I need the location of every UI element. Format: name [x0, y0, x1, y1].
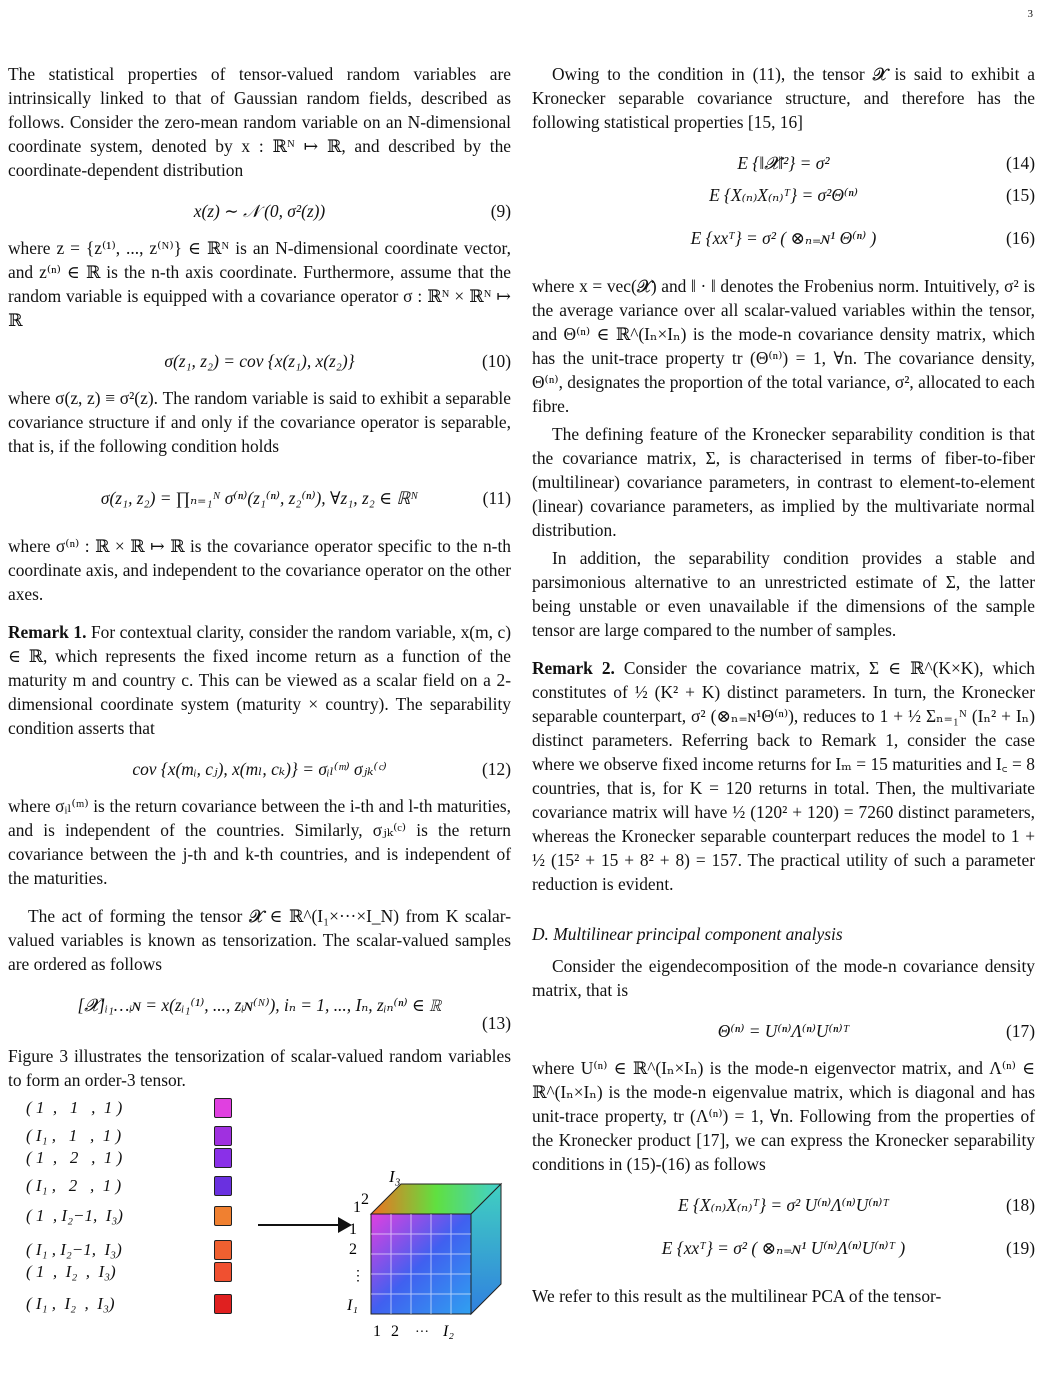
cube-label-colN: I₂ [443, 1323, 454, 1340]
cube-label-depth: 1 [353, 1199, 361, 1216]
tuple-row [26, 1146, 122, 1170]
tuple-row [26, 1174, 121, 1198]
cube-label-row1: 1 [349, 1221, 357, 1238]
tuple-row [26, 1292, 115, 1316]
equation-16 [532, 212, 1035, 264]
tuple-text: ( I₁ , I₂−1, I₃) [26, 1240, 122, 1259]
section-heading: D. Multilinear principal component analysis [532, 924, 843, 944]
arrow-icon [258, 1224, 348, 1226]
tuple-row [26, 1238, 122, 1262]
paragraph: The act of forming the tensor 𝓧 ∈ ℝ^(I₁×···×I_N) from K scalar-valued variables is known as tensorization. The scalar-valued samples are ordered as follows [8, 906, 511, 974]
paragraph: The statistical properties of tensor-valued random variables are intrinsically linked to that of Gaussian random fields, described as follows. Consider the zero-mean random variable on an N-dimensional coordinate system, denoted by x : ℝᴺ ↦ ℝ, and described by the coordinate-dependent distribution [8, 64, 511, 180]
equation-14 [532, 148, 1035, 178]
tuple-text: ( I₁ , 1 , 1 ) [26, 1126, 122, 1145]
cube-graphic [343, 1096, 543, 1346]
tuple-row [26, 1204, 123, 1228]
left-column [8, 62, 511, 1346]
page-number: 3 [1027, 8, 1033, 20]
element-cube-icon [214, 1240, 232, 1260]
tensorization-figure [8, 1096, 511, 1346]
paragraph: We refer to this result as the multilinear PCA of the tensor- [532, 1286, 942, 1306]
element-cube-icon [214, 1294, 232, 1314]
paragraph: Consider the eigendecomposition of the mode-n covariance density matrix, that is [532, 956, 1035, 1000]
equation-body: E {X₍ₙ₎X₍ₙ₎ᵀ} = σ² U⁽ⁿ⁾Λ⁽ⁿ⁾U⁽ⁿ⁾ᵀ [678, 1195, 889, 1215]
paragraph: where x = vec(𝓧) and ‖ · ‖ denotes the Frobenius norm. Intuitively, σ² is the average variance over all scalar-valued variables within the tensor, and Θ⁽ⁿ⁾ ∈ ℝ^(Iₙ×Iₙ) is the mode-n covariance density matrix, which has the unit-trace property tr (Θ⁽ⁿ⁾) = 1, ∀n. The covariance density, Θ⁽ⁿ⁾, designates the proportion of the total variance, σ², allocated to each fibre. [532, 276, 1035, 416]
tensor-cube [343, 1096, 543, 1346]
paragraph: where σᵢₗ⁽ᵐ⁾ is the return covariance between the i-th and l-th maturities, and is independent of the countries. Similarly, σⱼₖ⁽ᶜ⁾ is the return covariance between the j-th and k-th countries, and is independent of the maturities. [8, 796, 511, 888]
equation-body: [𝓧]ᵢ₁…ᵢɴ = x(zᵢ₁⁽¹⁾, ..., zᵢɴ⁽ᴺ⁾), iₙ = 1, ..., Iₙ, zᵢₙ⁽ⁿ⁾ ∈ ℝ [77, 995, 442, 1015]
equation-body: σ(z₁, z₂) = cov {x(z₁), x(z₂)} [164, 351, 355, 371]
paragraph: where U⁽ⁿ⁾ ∈ ℝ^(Iₙ×Iₙ) is the mode-n eigenvector matrix, and Λ⁽ⁿ⁾ ∈ ℝ^(Iₙ×Iₙ) is the mode-n eigenvalue matrix, which is diagonal and has unit-trace property, tr (Λ⁽ⁿ⁾) = 1, ∀n. Following from the properties of the Kronecker product [17], we can express the Kronecker separability conditions in (15)-(16) as follows [532, 1058, 1035, 1174]
paragraph: In addition, the separability condition provides a stable and parsimonious alternative to an unrestricted estimate of Σ, the latter being unstable or even unavailable if the dimensions of the sample tensor are large compared to the number of samples. [532, 548, 1035, 640]
equation-number: (12) [482, 759, 511, 779]
cube-label-depth2: 2 [361, 1191, 369, 1208]
element-cube-icon [214, 1206, 232, 1226]
equation-number: (16) [1006, 228, 1035, 248]
paragraph: The defining feature of the Kronecker separability condition is that the covariance matrix, Σ, is characterised in terms of fiber-to-fiber (multilinear) covariance parameters, in contrast to element-to-element (linear) covariance parameters, as implied by the multivariate normal distribution. [532, 424, 1035, 540]
remark-2 [532, 656, 1035, 896]
equation-body: E {X₍ₙ₎X₍ₙ₎ᵀ} = σ²Θ⁽ⁿ⁾ [709, 185, 858, 205]
element-cube-icon [214, 1176, 232, 1196]
remark-label: Remark 2. [532, 658, 615, 678]
tuple-text: ( I₁ , 2 , 1 ) [26, 1176, 122, 1195]
remark-text: For contextual clarity, consider the random variable, x(m, c) ∈ ℝ, which represents the fixed income return as a function of the maturity m and country c. This can be viewed as a scalar field on a 2-dimensional coordinate system (maturity × country). The separability condition asserts that [8, 622, 511, 738]
cube-label-col1: 1 [373, 1323, 381, 1340]
equation-body: σ(z₁, z₂) = ∏ₙ₌₁ᴺ σ⁽ⁿ⁾(z₁⁽ⁿ⁾, z₂⁽ⁿ⁾), ∀z₁, z₂ ∈ ℝᴺ [100, 488, 419, 508]
paragraph: where σ(z, z) ≡ σ²(z). The random variable is said to exhibit a separable covariance structure if and only if the covariance operator is separable, that is, if the following condition holds [8, 388, 511, 456]
equation-10 [8, 346, 511, 376]
equation-number: (17) [1006, 1021, 1035, 1041]
cube-label-rowN: I₁ [347, 1297, 358, 1314]
cube-label-col2: 2 [391, 1323, 399, 1340]
tuple-text: ( I₁ , I₂ , I₃) [26, 1294, 115, 1313]
cube-label-top: I₃ [389, 1167, 401, 1186]
remark-text: Consider the covariance matrix, Σ ∈ ℝ^(K×K), which constitutes of ½ (K² + K) distinct parameters. In turn, the Kronecker separable counterpart, σ² (⊗ₙ₌ɴ¹Θ⁽ⁿ⁾), reduces to 1 + ½ Σₙ₌₁ᴺ (Iₙ² + Iₙ) distinct parameters. Referring back to Remark 1, consider the case where we observe fixed income returns for Iₘ = 15 maturities and I꜀ = 8 countries, that is, for K = 120 returns in total. Then, the multivariate covariance matrix will have ½ (120² + 120) = 7260 distinct parameters, whereas the Kronecker separable counterpart reduces the model to 1 + ½ (15² + 15 + 8² + 8) = 157. The practical utility of such a parameter reduction is evident. [532, 658, 1035, 894]
equation-18 [532, 1190, 1035, 1220]
equation-19 [532, 1222, 1035, 1274]
paragraph: Figure 3 illustrates the tensorization of scalar-valued random variables to form an order-3 tensor. [8, 1046, 511, 1090]
element-cube-icon [214, 1098, 232, 1118]
equation-body: Θ⁽ⁿ⁾ = U⁽ⁿ⁾Λ⁽ⁿ⁾U⁽ⁿ⁾ᵀ [717, 1021, 850, 1041]
equation-12 [8, 754, 511, 784]
equation-17 [532, 1016, 1035, 1046]
equation-body: E {xxᵀ} = σ² ( ⊗ₙ₌ɴ¹ U⁽ⁿ⁾Λ⁽ⁿ⁾U⁽ⁿ⁾ᵀ ) [661, 1238, 906, 1258]
remark-label: Remark 1. [8, 622, 87, 642]
tuple-row [26, 1260, 116, 1284]
tuple-row [26, 1096, 122, 1120]
cube-label-rows-dots: ⋮ [351, 1269, 365, 1284]
equation-number: (18) [1006, 1195, 1035, 1215]
tuple-text: ( 1 , I₂ , I₃) [26, 1262, 116, 1281]
element-cube-icon [214, 1148, 232, 1168]
equation-number: (15) [1006, 185, 1035, 205]
equation-number: (14) [1006, 153, 1035, 173]
equation-15 [532, 180, 1035, 210]
tuple-text: ( 1 , 1 , 1 ) [26, 1098, 123, 1117]
equation-9 [8, 196, 511, 226]
tuple-text: ( 1 , I₂−1, I₃) [26, 1206, 123, 1225]
equation-number: (11) [482, 488, 511, 508]
element-cube-icon [214, 1126, 232, 1146]
remark-1 [8, 620, 511, 740]
equation-body: cov {x(mᵢ, cⱼ), x(mₗ, cₖ)} = σᵢₗ⁽ᵐ⁾ σⱼₖ⁽ᶜ⁾ [132, 759, 387, 779]
paragraph: where σ⁽ⁿ⁾ : ℝ × ℝ ↦ ℝ is the covariance operator specific to the n-th coordinate axis, and independent to the covariance operator on the other axes. [8, 536, 511, 604]
tuple-text: ( 1 , 2 , 1 ) [26, 1148, 123, 1167]
cube-label-cols-dots: ··· [415, 1325, 429, 1340]
element-cube-icon [214, 1262, 232, 1282]
equation-number: (10) [482, 351, 511, 371]
equation-11 [8, 472, 511, 524]
paragraph: where z = {z⁽¹⁾, ..., z⁽ᴺ⁾} ∈ ℝᴺ is an N-dimensional coordinate vector, and z⁽ⁿ⁾ ∈ ℝ is the n-th axis coordinate. Furthermore, assume that the random variable is equipped with a covariance operator σ : ℝᴺ × ℝᴺ ↦ ℝ [8, 238, 511, 330]
right-column [532, 62, 1035, 1322]
equation-body: x(z) ∼ 𝒩 (0, σ²(z)) [193, 201, 326, 221]
equation-number: (9) [490, 201, 511, 221]
tuple-row [26, 1124, 121, 1148]
cube-label-row2: 2 [349, 1241, 357, 1258]
equation-13 [8, 990, 511, 1034]
equation-number: (13) [482, 1013, 511, 1033]
equation-number: (19) [1006, 1238, 1035, 1258]
equation-body: E {‖𝓧‖²} = σ² [737, 153, 830, 173]
paragraph: Owing to the condition in (11), the tensor 𝓧 is said to exhibit a Kronecker separable covariance structure, and therefore has the following statistical properties [15, 16] [532, 64, 1035, 132]
equation-body: E {xxᵀ} = σ² ( ⊗ₙ₌ɴ¹ Θ⁽ⁿ⁾ ) [690, 228, 877, 248]
